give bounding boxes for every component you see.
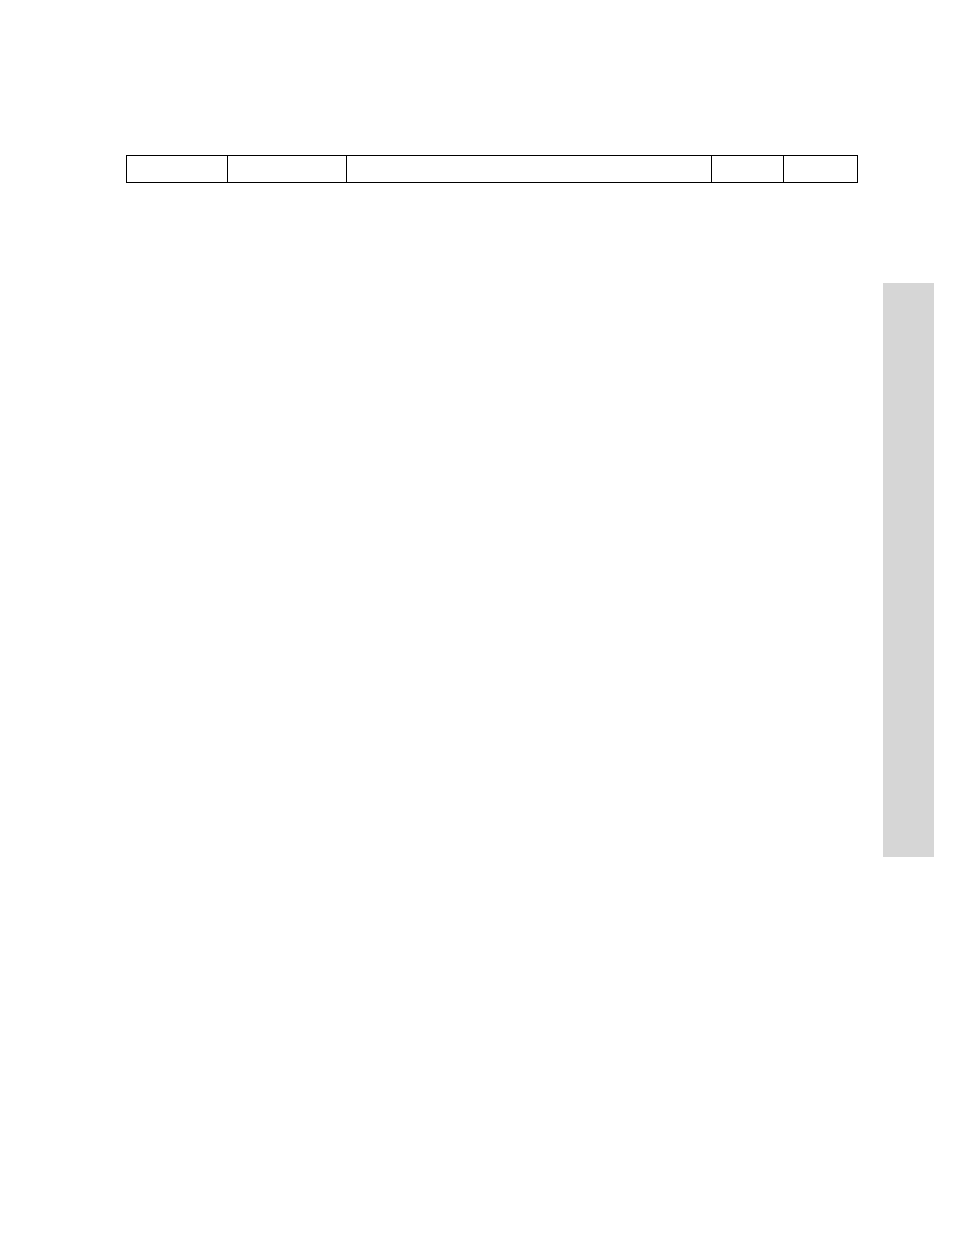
col-header-rev (784, 156, 858, 183)
section-heading (0, 34, 954, 66)
section-side-tab (883, 283, 934, 857)
table-header-row (127, 156, 858, 183)
col-header-item (127, 156, 228, 183)
col-header-qty (712, 156, 784, 183)
parts-table (126, 155, 858, 183)
col-header-part-number (227, 156, 346, 183)
col-header-description (346, 156, 711, 183)
